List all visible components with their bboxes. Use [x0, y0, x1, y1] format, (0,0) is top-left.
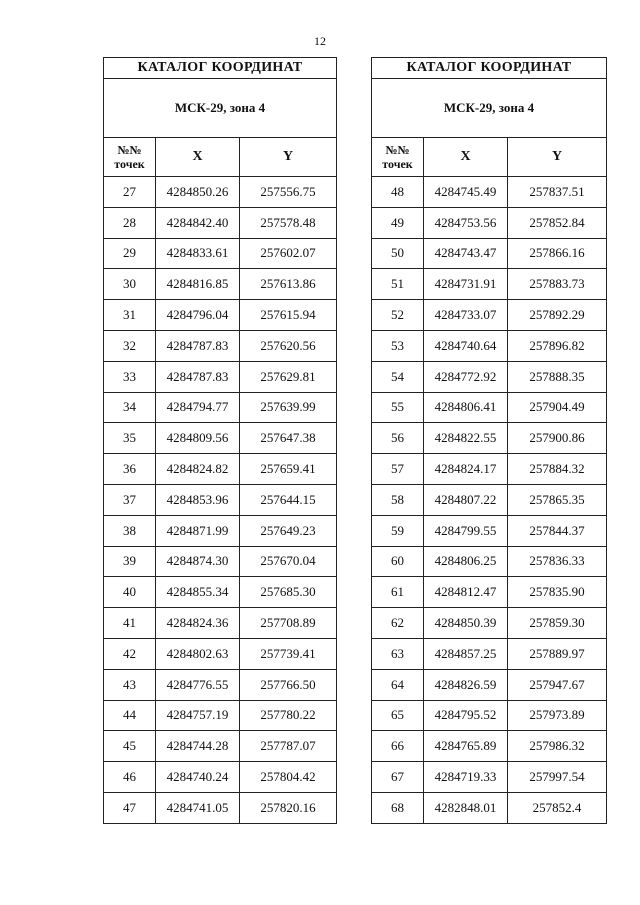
table-row [104, 207, 337, 238]
point-number-cell: 45 [104, 731, 156, 762]
x-coordinate-cell: 4284799.55 [424, 515, 508, 546]
table-row [372, 638, 607, 669]
coordinate-catalog-left [103, 57, 337, 824]
point-number-cell: 31 [104, 300, 156, 331]
table-row [104, 731, 337, 762]
table-row [372, 330, 607, 361]
table-row [372, 361, 607, 392]
x-coordinate-cell: 4284772.92 [424, 361, 508, 392]
x-coordinate-cell: 4284833.61 [156, 238, 240, 269]
point-number-cell: 36 [104, 454, 156, 485]
x-coordinate-cell: 4284743.47 [424, 238, 508, 269]
x-coordinate-cell: 4284733.07 [424, 300, 508, 331]
x-coordinate-cell: 4284802.63 [156, 638, 240, 669]
y-coordinate-cell: 257904.49 [508, 392, 607, 423]
table-row [372, 269, 607, 300]
table-row [104, 238, 337, 269]
y-coordinate-cell: 257787.07 [240, 731, 337, 762]
y-header: Y [240, 138, 337, 177]
page-number: 12 [314, 34, 326, 48]
x-coordinate-cell: 4284740.24 [156, 762, 240, 793]
x-coordinate-cell: 4284765.89 [424, 731, 508, 762]
point-number-cell: 44 [104, 700, 156, 731]
x-coordinate-cell: 4282848.01 [424, 792, 508, 823]
y-coordinate-cell: 257620.56 [240, 330, 337, 361]
y-coordinate-cell: 257739.41 [240, 638, 337, 669]
y-coordinate-cell: 257578.48 [240, 207, 337, 238]
point-number-cell: 46 [104, 762, 156, 793]
x-coordinate-cell: 4284853.96 [156, 484, 240, 515]
catalog-title: КАТАЛОГ КООРДИНАТ [104, 58, 337, 79]
point-number-cell: 66 [372, 731, 424, 762]
table-row [372, 577, 607, 608]
table-row [104, 608, 337, 639]
point-number-cell: 67 [372, 762, 424, 793]
point-number-cell: 53 [372, 330, 424, 361]
point-number-cell: 42 [104, 638, 156, 669]
point-number-cell: 35 [104, 423, 156, 454]
table-row [372, 238, 607, 269]
point-number-cell: 38 [104, 515, 156, 546]
x-coordinate-cell: 4284850.26 [156, 177, 240, 208]
point-number-cell: 54 [372, 361, 424, 392]
point-number-header: №№ точек [372, 138, 424, 177]
point-number-cell: 28 [104, 207, 156, 238]
x-coordinate-cell: 4284857.25 [424, 638, 508, 669]
x-coordinate-cell: 4284757.19 [156, 700, 240, 731]
point-number-cell: 37 [104, 484, 156, 515]
y-coordinate-cell: 257659.41 [240, 454, 337, 485]
x-coordinate-cell: 4284753.56 [424, 207, 508, 238]
point-number-cell: 41 [104, 608, 156, 639]
x-coordinate-cell: 4284824.82 [156, 454, 240, 485]
point-number-header: №№ точек [104, 138, 156, 177]
point-number-cell: 49 [372, 207, 424, 238]
y-coordinate-cell: 257602.07 [240, 238, 337, 269]
point-number-cell: 56 [372, 423, 424, 454]
table-row [104, 638, 337, 669]
point-number-cell: 63 [372, 638, 424, 669]
x-coordinate-cell: 4284842.40 [156, 207, 240, 238]
x-coordinate-cell: 4284824.36 [156, 608, 240, 639]
y-coordinate-cell: 257844.37 [508, 515, 607, 546]
point-number-cell: 32 [104, 330, 156, 361]
table-row [372, 792, 607, 823]
point-number-cell: 27 [104, 177, 156, 208]
point-number-cell: 30 [104, 269, 156, 300]
y-coordinate-cell: 257865.35 [508, 484, 607, 515]
x-coordinate-cell: 4284812.47 [424, 577, 508, 608]
table-row [372, 608, 607, 639]
point-number-cell: 48 [372, 177, 424, 208]
table-row [104, 300, 337, 331]
y-coordinate-cell: 257883.73 [508, 269, 607, 300]
right-rows [372, 177, 607, 824]
x-coordinate-cell: 4284787.83 [156, 361, 240, 392]
point-number-cell: 64 [372, 669, 424, 700]
y-coordinate-cell: 257837.51 [508, 177, 607, 208]
y-coordinate-cell: 257888.35 [508, 361, 607, 392]
y-coordinate-cell: 257708.89 [240, 608, 337, 639]
table-row [104, 669, 337, 700]
y-coordinate-cell: 257852.84 [508, 207, 607, 238]
table-row [372, 454, 607, 485]
y-coordinate-cell: 257644.15 [240, 484, 337, 515]
x-header: X [156, 138, 240, 177]
y-coordinate-cell: 257639.99 [240, 392, 337, 423]
x-coordinate-cell: 4284719.33 [424, 762, 508, 793]
point-number-cell: 68 [372, 792, 424, 823]
table-row [104, 792, 337, 823]
y-coordinate-cell: 257820.16 [240, 792, 337, 823]
y-coordinate-cell: 257947.67 [508, 669, 607, 700]
x-coordinate-cell: 4284795.52 [424, 700, 508, 731]
y-coordinate-cell: 257556.75 [240, 177, 337, 208]
x-coordinate-cell: 4284806.41 [424, 392, 508, 423]
y-coordinate-cell: 257892.29 [508, 300, 607, 331]
y-coordinate-cell: 257889.97 [508, 638, 607, 669]
y-coordinate-cell: 257997.54 [508, 762, 607, 793]
x-coordinate-cell: 4284744.28 [156, 731, 240, 762]
table-row [104, 454, 337, 485]
y-coordinate-cell: 257866.16 [508, 238, 607, 269]
point-number-cell: 33 [104, 361, 156, 392]
table-row [104, 269, 337, 300]
point-number-cell: 50 [372, 238, 424, 269]
point-number-cell: 29 [104, 238, 156, 269]
y-coordinate-cell: 257804.42 [240, 762, 337, 793]
table-row [104, 330, 337, 361]
x-coordinate-cell: 4284822.55 [424, 423, 508, 454]
x-coordinate-cell: 4284731.91 [424, 269, 508, 300]
y-coordinate-cell: 257973.89 [508, 700, 607, 731]
table-row [372, 669, 607, 700]
point-number-cell: 58 [372, 484, 424, 515]
left-rows [104, 177, 337, 824]
point-number-cell: 47 [104, 792, 156, 823]
y-coordinate-cell: 257835.90 [508, 577, 607, 608]
point-number-cell: 55 [372, 392, 424, 423]
point-number-cell: 61 [372, 577, 424, 608]
table-row [104, 361, 337, 392]
table-row [372, 484, 607, 515]
x-coordinate-cell: 4284745.49 [424, 177, 508, 208]
x-coordinate-cell: 4284796.04 [156, 300, 240, 331]
table-row [372, 392, 607, 423]
point-number-cell: 59 [372, 515, 424, 546]
table-row [372, 762, 607, 793]
x-coordinate-cell: 4284874.30 [156, 546, 240, 577]
point-number-cell: 60 [372, 546, 424, 577]
x-coordinate-cell: 4284787.83 [156, 330, 240, 361]
point-number-cell: 43 [104, 669, 156, 700]
table-row [372, 423, 607, 454]
coordinate-system-label: МСК-29, зона 4 [104, 79, 337, 138]
point-number-cell: 34 [104, 392, 156, 423]
table-row [104, 762, 337, 793]
table-row [104, 700, 337, 731]
point-number-cell: 39 [104, 546, 156, 577]
catalog-title: КАТАЛОГ КООРДИНАТ [372, 58, 607, 79]
x-coordinate-cell: 4284850.39 [424, 608, 508, 639]
point-number-cell: 65 [372, 700, 424, 731]
y-coordinate-cell: 257900.86 [508, 423, 607, 454]
table-row [104, 423, 337, 454]
y-coordinate-cell: 257852.4 [508, 792, 607, 823]
y-coordinate-cell: 257859.30 [508, 608, 607, 639]
x-coordinate-cell: 4284776.55 [156, 669, 240, 700]
x-coordinate-cell: 4284807.22 [424, 484, 508, 515]
y-coordinate-cell: 257884.32 [508, 454, 607, 485]
table-row [372, 207, 607, 238]
x-coordinate-cell: 4284871.99 [156, 515, 240, 546]
table-row [372, 177, 607, 208]
x-coordinate-cell: 4284794.77 [156, 392, 240, 423]
y-coordinate-cell: 257647.38 [240, 423, 337, 454]
point-number-cell: 62 [372, 608, 424, 639]
y-coordinate-cell: 257780.22 [240, 700, 337, 731]
x-coordinate-cell: 4284824.17 [424, 454, 508, 485]
y-coordinate-cell: 257613.86 [240, 269, 337, 300]
table-row [104, 577, 337, 608]
table-row [372, 700, 607, 731]
point-number-cell: 51 [372, 269, 424, 300]
y-coordinate-cell: 257986.32 [508, 731, 607, 762]
table-row [104, 515, 337, 546]
y-coordinate-cell: 257896.82 [508, 330, 607, 361]
y-coordinate-cell: 257615.94 [240, 300, 337, 331]
y-coordinate-cell: 257766.50 [240, 669, 337, 700]
table-row [104, 546, 337, 577]
table-row [372, 546, 607, 577]
table-row [104, 484, 337, 515]
x-header: X [424, 138, 508, 177]
table-row [372, 731, 607, 762]
table-row [104, 177, 337, 208]
x-coordinate-cell: 4284806.25 [424, 546, 508, 577]
point-number-cell: 52 [372, 300, 424, 331]
y-header: Y [508, 138, 607, 177]
y-coordinate-cell: 257649.23 [240, 515, 337, 546]
x-coordinate-cell: 4284855.34 [156, 577, 240, 608]
x-coordinate-cell: 4284826.59 [424, 669, 508, 700]
y-coordinate-cell: 257836.33 [508, 546, 607, 577]
x-coordinate-cell: 4284740.64 [424, 330, 508, 361]
x-coordinate-cell: 4284816.85 [156, 269, 240, 300]
y-coordinate-cell: 257685.30 [240, 577, 337, 608]
table-row [372, 515, 607, 546]
y-coordinate-cell: 257629.81 [240, 361, 337, 392]
point-number-cell: 57 [372, 454, 424, 485]
table-row [372, 300, 607, 331]
x-coordinate-cell: 4284809.56 [156, 423, 240, 454]
table-row [104, 392, 337, 423]
x-coordinate-cell: 4284741.05 [156, 792, 240, 823]
point-number-cell: 40 [104, 577, 156, 608]
coordinate-catalog-right [371, 57, 607, 824]
coordinate-system-label: МСК-29, зона 4 [372, 79, 607, 138]
y-coordinate-cell: 257670.04 [240, 546, 337, 577]
